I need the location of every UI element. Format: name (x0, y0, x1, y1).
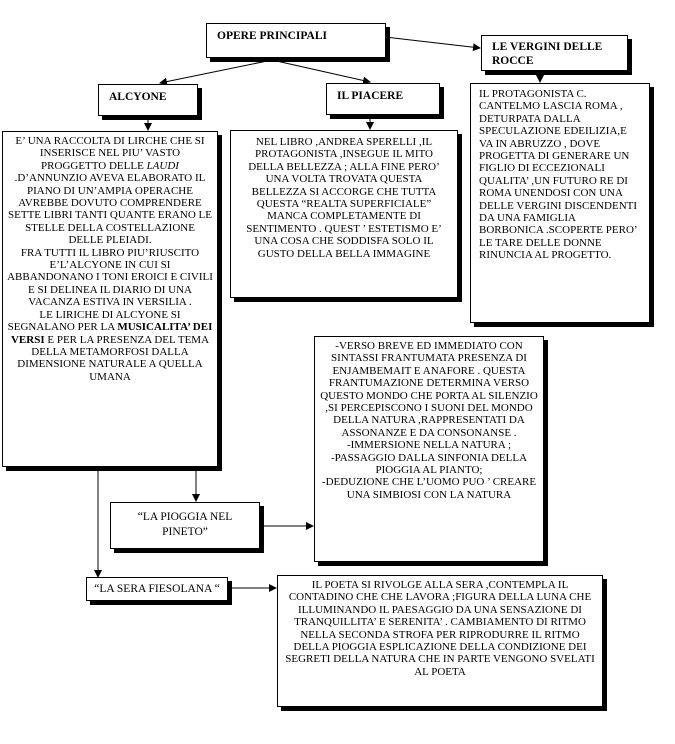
alcyone-desc-para-3 (7, 309, 213, 383)
pioggia-desc-line-3: -PASSAGGIO DALLA SINFONIA DELLA PIOGGIA AL PIANTO; (330, 451, 528, 477)
arrow-opere-vergini (385, 37, 480, 48)
alcyone-desc-p1b: .D’ANNUNZIO AVEVA ELABORATO IL PIANO DI UN’AMPIA OPERACHE AVREBBE DOVUTO COMPRENDERE SETTE LIBRI TANTI QUANTE ERANO LE STELLE DELLA COSTELLAZIONE DELLE PLEIADI. (8, 172, 212, 247)
piacere-node (326, 83, 440, 115)
opere-principali-label: OPERE PRINCIPALI (217, 30, 328, 42)
piacere-desc-text: NEL LIBRO ,ANDREA SPERELLI ,IL PROTAGONISTA ,INSEGUE IL MITO DELLA BELLEZZA ; ALLA FINE PERO’ UNA VOLTA TROVATA QUESTA BELLEZZA SI ACCORGE CHE TUTTA QUESTA “REALTA SUPERFICIALE” MANCA COMPLETAMENTE DI SENTIMENTO . QUEST ’ ESTETISMO E’ UNA COSA CHE SODDISFA SOLO IL GUSTO DELLA BELLA IMMAGINE (246, 136, 442, 260)
alcyone-desc-para-1 (7, 135, 213, 247)
sera-desc-text: IL POETA SI RIVOLGE ALLA SERA ,CONTEMPLA IL CONTADINO CHE CHE LAVORA ;FIGURA DELLA LUNA CHE ILLUMINANDO IL PAESAGGIO DA UNA SENSAZIONE DI TRANQUILLITA’ E SERENITA’ . CAMBIAMENTO DI RITMO NELLA SECONDA STROFA PER RIPRODURRE IL RITMO DELLA PIOGGIA ESPLICAZIONE DELLA CONDIZIONE DEI SEGRETI DELLA NATURA CHE IN PARTE VENGONO SVELATI AL POETA (285, 579, 595, 678)
vergini-title-node (481, 35, 628, 71)
alcyone-desc-p1a: E’ UNA RACCOLTA DI LIRCHE CHE SI INSERISCE NEL PIU’ VASTO PROGGETTO DELLE (15, 135, 205, 172)
pioggia-desc-line-1: -VERSO BREVE ED IMMEDIATO CON SINTASSI FRANTUMATA PRESENZA DI ENJAMBEMAIT E ANAFORE . QUESTA FRANTUMAZIONE DETERMINA VERSO QUESTO MONDO CHE PORTA AL SILENZIO ,SI PERCEPISCONO I SUONI DEL MONDO DELLA NATURA ,RAPPRESENTATI DA ASSONANZE E DA CONSONANSE . (320, 340, 538, 439)
alcyone-node (98, 84, 198, 116)
pioggia-label: “LA PIOGGIA NEL PINETO” (137, 511, 233, 538)
alcyone-desc-laudi: LAUDI (146, 159, 179, 172)
sera-label: “LA SERA FIESOLANA “ (94, 583, 220, 595)
pioggia-node (110, 502, 260, 549)
pioggia-desc-line-4: -DEDUZIONE CHE L’UOMO PUO ’ CREARE UNA SIMBIOSI CON LA NATURA (321, 476, 537, 501)
arrow-opere-alcyone (160, 60, 272, 83)
alcyone-desc-para-2: FRA TUTTI IL LIBRO PIU’RIUSCITO E’L’ALCYONE IN CUI SI ABBANDONANO I TONI EROICI E CIVILI E SI DELINEA IL DIARIO DI UNA VACANZA ESTIVA IN VERSILIA . (7, 246, 213, 309)
piacere-label: IL PIACERE (337, 90, 404, 102)
vergini-desc-text: IL PROTAGONISTA C. CANTELMO LASCIA ROMA , DETURPATA DALLA SPECULAZIONE EDEILIZIA,E VA IN ABRUZZO , DOVE PROGETTA DI GENERARE UN FIGLIO DI ECCEZIONALI QUALITA’ ,UN FUTURO RE DI ROMA UNENDOSI CON UNA DELLE VERGINI DISCENDENTI DA UNA FAMIGLIA BORBONICA .SCOPERTE PERO’ LE TARE DELLE DONNE RINUNCIA AL PROGETTO. (479, 88, 638, 262)
opere-principali-node (206, 23, 386, 58)
arrow-opere-piacere (272, 60, 370, 82)
pioggia-description (314, 336, 544, 562)
alcyone-desc-musicalita: MUSICALITA’ DEI VERSI (10, 321, 213, 346)
alcyone-label: ALCYONE (109, 91, 167, 103)
vergini-description (470, 83, 650, 323)
alcyone-desc-p3a: LE LIRICHE DI ALCYONE SI SEGNALANO PER LA (7, 308, 181, 334)
pioggia-desc-line-2: -IMMERSIONE NELLA NATURA ; (346, 439, 512, 452)
vergini-title-label: LE VERGINI DELLE ROCCE (492, 41, 603, 67)
piacere-description (230, 130, 458, 298)
sera-node (86, 577, 228, 601)
alcyone-description (2, 131, 218, 467)
sera-description (277, 575, 603, 707)
alcyone-desc-p3b: E PER LA PRESENZA DEL TEMA DELLA METAMORFOSI DALLA DIMENSIONE NATURALE A QUELLA UMANA (17, 333, 210, 383)
